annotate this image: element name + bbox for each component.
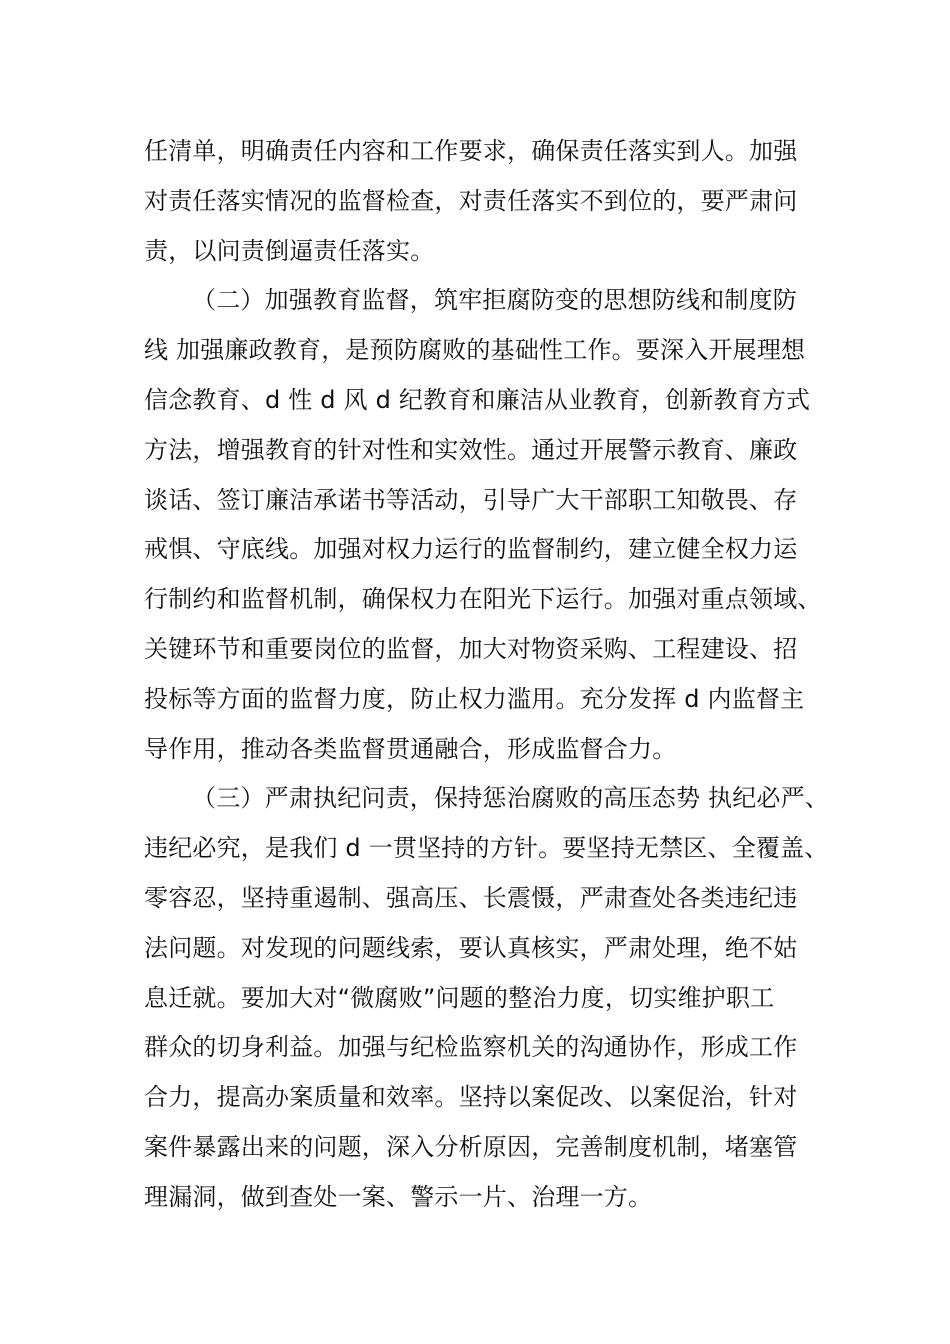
text-line-2: 对责任落实情况的监督检查，对责任落实不到位的，要严肃问 bbox=[144, 186, 798, 215]
text-line-6: 信念教育、d 性 d 风 d 纪教育和廉洁从业教育，创新教育方式 bbox=[144, 385, 811, 414]
text-line-19: 群众的切身利益。加强与纪检监察机关的沟通协作，形成工作 bbox=[144, 1033, 798, 1062]
text-line-17: 法问题。对发现的问题线索，要认真核实，严肃处理，绝不姑 bbox=[144, 933, 798, 962]
text-line-3: 责，以问责倒逼责任落实。 bbox=[144, 236, 435, 265]
text-line-8: 谈话、签订廉洁承诺书等活动，引导广大干部职工知敬畏、存 bbox=[144, 485, 798, 514]
text-line-18: 息迁就。要加大对“微腐败”问题的整治力度，切实维护职工 bbox=[144, 983, 775, 1012]
text-line-21: 案件暴露出来的问题，深入分析原因，完善制度机制，堵塞管 bbox=[144, 1132, 798, 1161]
text-line-11: 关键环节和重要岗位的监督，加大对物资采购、工程建设、招 bbox=[144, 634, 798, 663]
text-line-16: 零容忍，坚持重遏制、强高压、长震慑，严肃查处各类违纪违 bbox=[144, 883, 798, 912]
text-line-22: 理漏洞，做到查处一案、警示一片、治理一方。 bbox=[144, 1182, 653, 1211]
text-line-12: 投标等方面的监督力度，防止权力滥用。充分发挥 d 内监督主 bbox=[144, 684, 805, 713]
section-heading-2: （二）加强教育监督，筑牢拒腐防变的思想防线和制度防 bbox=[192, 286, 797, 315]
text-line-9: 戒惧、守底线。加强对权力运行的监督制约，建立健全权力运 bbox=[144, 535, 798, 564]
text-line-13: 导作用，推动各类监督贯通融合，形成监督合力。 bbox=[144, 734, 677, 763]
text-line-10: 行制约和监督机制，确保权力在阳光下运行。加强对重点领域、 bbox=[144, 585, 822, 614]
section-heading-3: （三）严肃执纪问责，保持惩治腐败的高压态势 执纪必严、 bbox=[192, 784, 830, 813]
text-line-7: 方法，增强教育的针对性和实效性。通过开展警示教育、廉政 bbox=[144, 435, 798, 464]
text-line-20: 合力，提高办案质量和效率。坚持以案促改、以案促治，针对 bbox=[144, 1083, 798, 1112]
text-line-1: 任清单，明确责任内容和工作要求，确保责任落实到人。加强 bbox=[144, 137, 798, 165]
text-line-15: 违纪必究，是我们 d 一贯坚持的方针。要坚持无禁区、全覆盖、 bbox=[144, 834, 829, 863]
body-text bbox=[144, 127, 830, 1223]
text-line-5: 线 加强廉政教育，是预防腐败的基础性工作。要深入开展理想 bbox=[144, 336, 806, 365]
